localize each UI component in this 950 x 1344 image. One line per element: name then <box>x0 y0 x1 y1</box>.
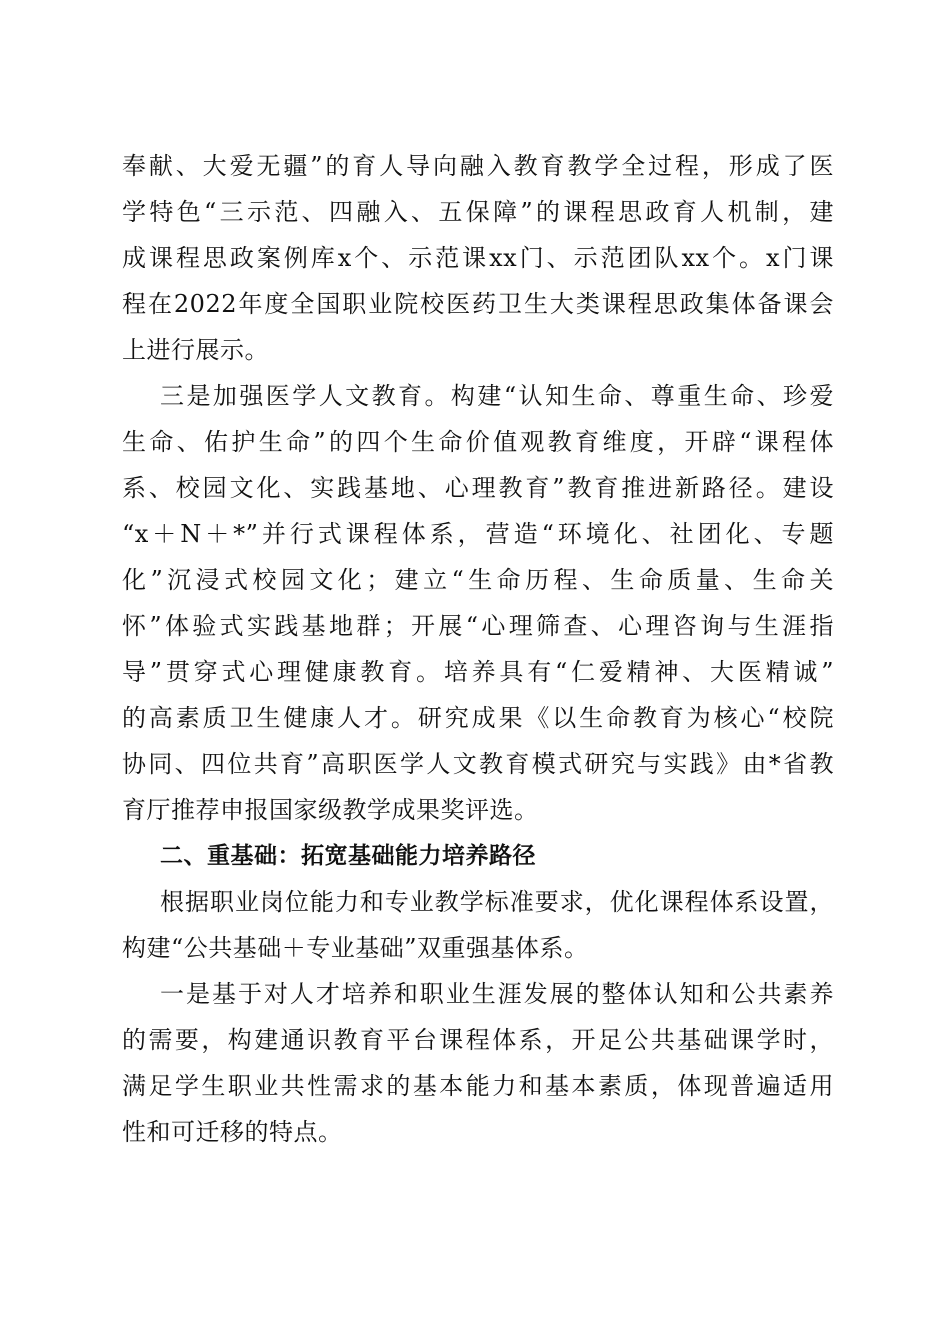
paragraph-line: 协同、四位共育”高职医学人文教育模式研究与实践》由*省教 <box>122 750 834 778</box>
paragraph-line: 怀”体验式实践基地群；开展“心理筛查、心理咨询与生涯指 <box>122 612 834 640</box>
paragraph-line: 奉献、大爱无疆”的育人导向融入教育教学全过程，形成了医 <box>122 152 834 180</box>
paragraph-line: 学特色“三示范、四融入、五保障”的课程思政育人机制，建 <box>122 198 834 226</box>
paragraph-line: 成课程思政案例库x个、示范课xx门、示范团队xx个。x门课 <box>122 244 834 272</box>
paragraph-line: 系、校园文化、实践基地、心理教育”教育推进新路径。建设 <box>122 474 834 502</box>
paragraph-line: “x＋N＋*”并行式课程体系，营造“环境化、社团化、专题 <box>122 520 834 548</box>
paragraph-line: 一是基于对人才培养和职业生涯发展的整体认知和公共素养 <box>160 980 834 1008</box>
paragraph-line: 满足学生职业共性需求的基本能力和基本素质，体现普遍适用 <box>122 1072 834 1100</box>
paragraph-line: 导”贯穿式心理健康教育。培养具有“仁爱精神、大医精诚” <box>122 658 834 686</box>
paragraph-line: 化”沉浸式校园文化；建立“生命历程、生命质量、生命关 <box>122 566 834 594</box>
paragraph-line: 程在2022年度全国职业院校医药卫生大类课程思政集体备课会 <box>122 290 834 318</box>
paragraph-line: 生命、佑护生命”的四个生命价值观教育维度，开辟“课程体 <box>122 428 834 456</box>
paragraph-line: 的高素质卫生健康人才。研究成果《以生命教育为核心“校院 <box>122 704 834 732</box>
paragraph-line: 育厅推荐申报国家级教学成果奖评选。 <box>122 796 539 824</box>
paragraph-line: 构建“公共基础＋专业基础”双重强基体系。 <box>122 934 589 962</box>
paragraph-line: 三是加强医学人文教育。构建“认知生命、尊重生命、珍爱 <box>160 382 834 410</box>
section-heading: 二、重基础：拓宽基础能力培养路径 <box>160 843 536 869</box>
paragraph-line: 根据职业岗位能力和专业教学标准要求，优化课程体系设置， <box>160 888 834 916</box>
paragraph-line: 的需要，构建通识教育平台课程体系，开足公共基础课学时， <box>122 1026 834 1054</box>
paragraph-line: 性和可迁移的特点。 <box>122 1118 343 1146</box>
paragraph-line: 上进行展示。 <box>122 336 269 364</box>
